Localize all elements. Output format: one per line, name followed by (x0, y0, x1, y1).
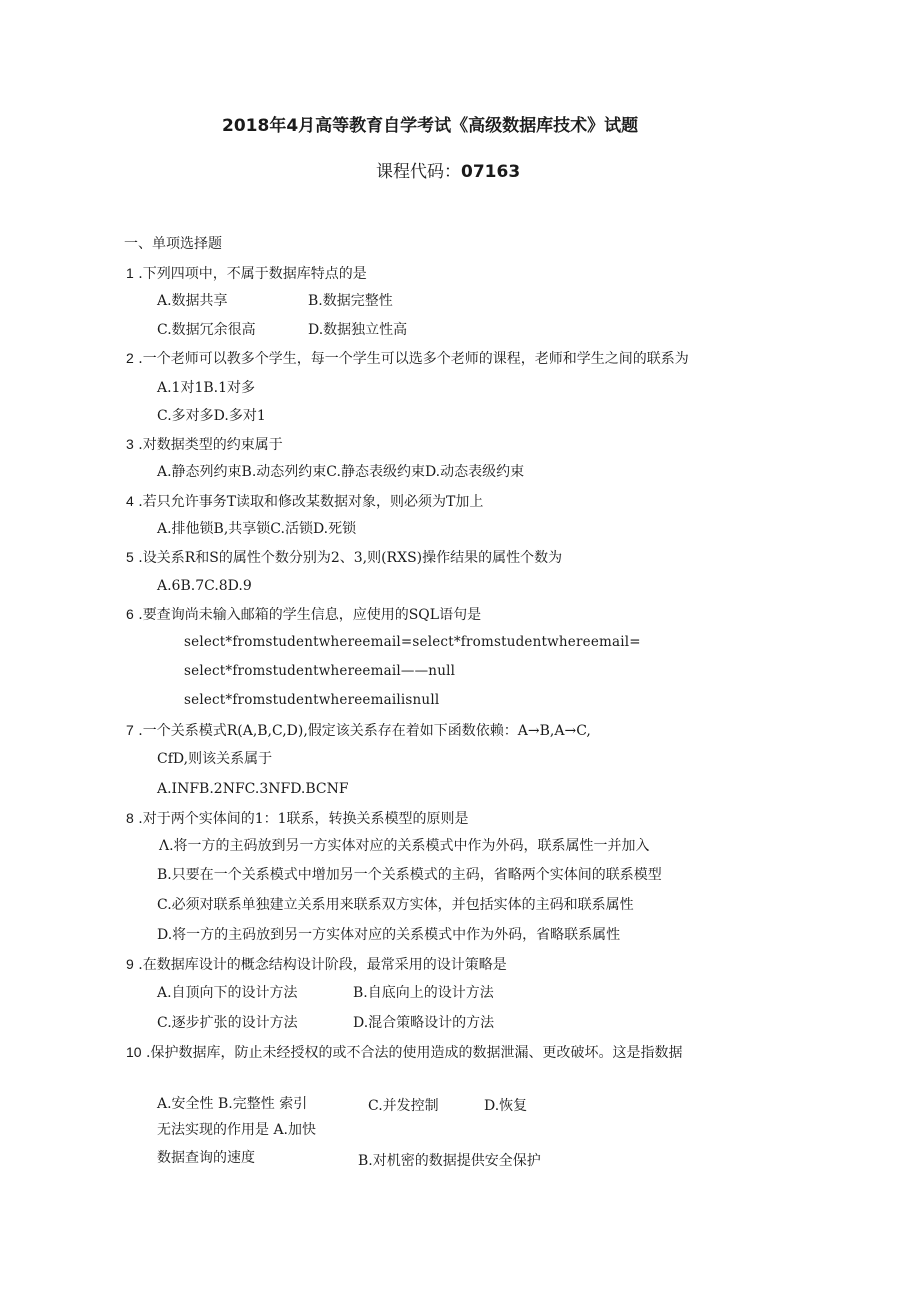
question-number: 8 (126, 810, 134, 826)
q5-options: A.6B.7C.8D.9 (157, 578, 252, 594)
question-number: 6 (126, 606, 134, 622)
question-number: 3 (126, 436, 134, 452)
question-number: 1 (126, 265, 134, 281)
q10-option-a-b: A.安全性 B.完整性 索引 (157, 1096, 308, 1112)
q8-option-d: D.将一方的主码放到另一方实体对应的关系模式中作为外码，省略联系属性 (157, 927, 621, 943)
page-title: 2018年4月高等教育自学考试《高级数据库技术》试题 (222, 116, 639, 136)
question-number: 7 (126, 722, 134, 738)
question-3 (126, 435, 283, 454)
q9-option-a: A.自顶向下的设计方法 (157, 985, 298, 1001)
q1-option-a: A.数据共享 (157, 293, 228, 309)
q6-sql-line-2: select*fromstudentwhereemail——null (184, 663, 456, 679)
question-number: 2 (126, 350, 134, 366)
question-4 (126, 492, 483, 511)
q6-sql-line-1: select*fromstudentwhereemail=select*fromstudentwhereemail= (184, 634, 641, 650)
question-number: 4 (126, 493, 134, 509)
q6-sql-line-3: select*fromstudentwhereemailisnull (184, 692, 440, 708)
question-number: 5 (126, 549, 134, 565)
question-6 (126, 605, 481, 624)
q10-option-d: D.恢复 (484, 1098, 528, 1114)
question-8 (126, 809, 469, 828)
fragment-option-b: B.对机密的数据提供安全保护 (358, 1153, 541, 1169)
question-7 (126, 721, 591, 740)
q1-option-c: C.数据冗余很高 (157, 322, 256, 338)
q4-options: A.排他锁B,共享锁C.活锁D.死锁 (157, 521, 357, 537)
q2-options-line-1: A.1对1B.1对多 (157, 380, 256, 396)
q7-stem-continued: CfD,则该关系属于 (157, 751, 273, 767)
q8-option-b: B.只要在一个关系模式中增加另一个关系模式的主码，省略两个实体间的联系模型 (157, 867, 662, 883)
q1-option-d: D.数据独立性高 (308, 322, 408, 338)
course-code-label: 课程代码： (376, 162, 461, 182)
q9-option-c: C.逐步扩张的设计方法 (157, 1015, 298, 1031)
question-9 (126, 955, 507, 974)
section-heading: 一、单项选择题 (124, 236, 222, 252)
question-stem: .一个老师可以教多个学生，每一个学生可以选多个老师的课程，老师和学生之间的联系为 (138, 351, 689, 367)
q10-option-c: C.并发控制 (368, 1098, 439, 1114)
course-code-line (376, 161, 520, 183)
fragment-line-1: 无法实现的作用是 A.加快 (157, 1122, 317, 1138)
q1-option-b: B.数据完整性 (308, 293, 393, 309)
question-stem: .若只允许事务T读取和修改某数据对象，则必须为T加上 (138, 494, 484, 510)
question-number: 9 (126, 956, 134, 972)
q2-options-line-2: C.多对多D.多对1 (157, 408, 266, 424)
question-10 (126, 1043, 682, 1062)
question-stem: .在数据库设计的概念结构设计阶段，最常采用的设计策略是 (138, 957, 507, 973)
q8-option-c: C.必须对联系单独建立关系用来联系双方实体，并包括实体的主码和联系属性 (157, 897, 634, 913)
question-number: 10 (126, 1044, 142, 1060)
question-stem: .保护数据库，防止未经授权的或不合法的使用造成的数据泄漏、更改破坏。这是指数据 (146, 1045, 683, 1061)
question-stem: .设关系R和S的属性个数分别为2、3,则(RXS)操作结果的属性个数为 (138, 550, 563, 566)
q8-option-a: Λ.将一方的主码放到另一方实体对应的关系模式中作为外码，联系属性一并加入 (159, 838, 650, 854)
q9-option-d: D.混合策略设计的方法 (353, 1015, 495, 1031)
fragment-line-2: 数据查询的速度 (157, 1150, 255, 1166)
question-stem: .要查询尚未输入邮箱的学生信息，应使用的SQL语句是 (138, 607, 482, 623)
q9-option-b: B.自底向上的设计方法 (353, 985, 494, 1001)
q7-options: A.INFB.2NFC.3NFD.BCNF (157, 781, 349, 797)
question-5 (126, 548, 562, 567)
question-stem: .一个关系模式R(A,B,C,D),假定该关系存在着如下函数依赖：A→B,A→C, (138, 723, 591, 739)
question-2 (126, 349, 689, 368)
q3-options: A.静态列约束B.动态列约束C.静态表级约束D.动态表级约束 (157, 464, 525, 480)
course-code-value: 07163 (461, 162, 521, 182)
question-stem: .下列四项中，不属于数据库特点的是 (138, 266, 367, 282)
question-stem: .对于两个实体间的1：1联系，转换关系模型的原则是 (138, 811, 469, 827)
question-1 (126, 264, 367, 283)
question-stem: .对数据类型的约束属于 (138, 437, 283, 453)
